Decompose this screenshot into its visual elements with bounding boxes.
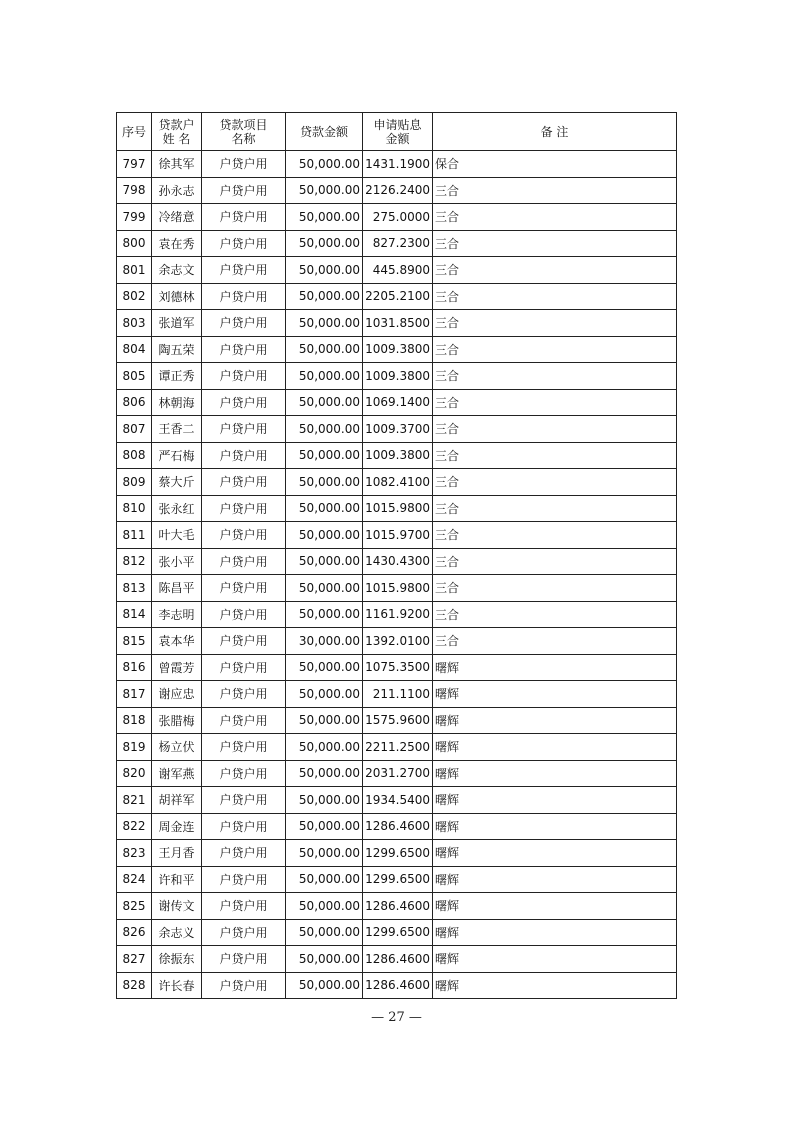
cell-subsidy-amount: 1015.9800 xyxy=(363,575,433,602)
cell-borrower-name: 王香二 xyxy=(152,416,202,443)
cell-loan-project: 户贷户用 xyxy=(202,707,286,734)
table-row xyxy=(117,151,677,178)
cell-loan-project: 户贷户用 xyxy=(202,177,286,204)
table-row xyxy=(117,469,677,496)
table-row xyxy=(117,866,677,893)
cell-subsidy-amount: 1299.6500 xyxy=(363,840,433,867)
cell-seq: 801 xyxy=(117,257,152,284)
table-row xyxy=(117,336,677,363)
cell-subsidy-amount: 1286.4600 xyxy=(363,813,433,840)
cell-seq: 809 xyxy=(117,469,152,496)
cell-loan-amount: 50,000.00 xyxy=(286,230,363,257)
cell-seq: 825 xyxy=(117,893,152,920)
cell-note: 三合 xyxy=(433,204,677,231)
cell-borrower-name: 冷绪意 xyxy=(152,204,202,231)
cell-borrower-name: 张永红 xyxy=(152,495,202,522)
cell-loan-amount: 50,000.00 xyxy=(286,389,363,416)
cell-loan-project: 户贷户用 xyxy=(202,230,286,257)
table-row xyxy=(117,495,677,522)
cell-subsidy-amount: 1286.4600 xyxy=(363,972,433,999)
table-row xyxy=(117,310,677,337)
cell-loan-amount: 50,000.00 xyxy=(286,336,363,363)
cell-loan-amount: 50,000.00 xyxy=(286,946,363,973)
cell-loan-project: 户贷户用 xyxy=(202,389,286,416)
cell-subsidy-amount: 1286.4600 xyxy=(363,946,433,973)
cell-loan-project: 户贷户用 xyxy=(202,310,286,337)
cell-subsidy-amount: 1009.3700 xyxy=(363,416,433,443)
cell-note: 三合 xyxy=(433,257,677,284)
page-number: — 27 — xyxy=(371,1010,422,1025)
cell-borrower-name: 袁在秀 xyxy=(152,230,202,257)
cell-borrower-name: 蔡大斤 xyxy=(152,469,202,496)
cell-note: 三合 xyxy=(433,442,677,469)
cell-seq: 803 xyxy=(117,310,152,337)
table-row xyxy=(117,204,677,231)
header-borrower-name-line2: 姓 名 xyxy=(162,131,191,146)
cell-subsidy-amount: 1031.8500 xyxy=(363,310,433,337)
cell-note: 曙辉 xyxy=(433,919,677,946)
cell-loan-amount: 50,000.00 xyxy=(286,866,363,893)
cell-subsidy-amount: 1575.9600 xyxy=(363,707,433,734)
cell-subsidy-amount: 1009.3800 xyxy=(363,442,433,469)
cell-seq: 818 xyxy=(117,707,152,734)
cell-seq: 810 xyxy=(117,495,152,522)
cell-note: 三合 xyxy=(433,283,677,310)
table-row xyxy=(117,972,677,999)
cell-seq: 807 xyxy=(117,416,152,443)
cell-note: 三合 xyxy=(433,522,677,549)
cell-loan-amount: 50,000.00 xyxy=(286,601,363,628)
cell-note: 曙辉 xyxy=(433,734,677,761)
cell-borrower-name: 杨立伏 xyxy=(152,734,202,761)
cell-subsidy-amount: 1015.9700 xyxy=(363,522,433,549)
cell-seq: 808 xyxy=(117,442,152,469)
cell-loan-amount: 50,000.00 xyxy=(286,416,363,443)
cell-note: 曙辉 xyxy=(433,787,677,814)
cell-loan-project: 户贷户用 xyxy=(202,919,286,946)
cell-seq: 812 xyxy=(117,548,152,575)
cell-loan-project: 户贷户用 xyxy=(202,628,286,655)
cell-loan-project: 户贷户用 xyxy=(202,893,286,920)
cell-seq: 815 xyxy=(117,628,152,655)
cell-borrower-name: 叶大毛 xyxy=(152,522,202,549)
table-row xyxy=(117,760,677,787)
cell-subsidy-amount: 1431.1900 xyxy=(363,151,433,178)
cell-loan-amount: 50,000.00 xyxy=(286,204,363,231)
header-borrower-name xyxy=(152,113,202,151)
header-loan-project xyxy=(202,113,286,151)
cell-loan-project: 户贷户用 xyxy=(202,469,286,496)
table-header-row xyxy=(117,113,677,151)
table-row xyxy=(117,734,677,761)
cell-seq: 814 xyxy=(117,601,152,628)
cell-borrower-name: 谢应忠 xyxy=(152,681,202,708)
cell-loan-amount: 50,000.00 xyxy=(286,469,363,496)
cell-note: 三合 xyxy=(433,469,677,496)
cell-borrower-name: 曾霞芳 xyxy=(152,654,202,681)
cell-loan-amount: 50,000.00 xyxy=(286,707,363,734)
cell-subsidy-amount: 1299.6500 xyxy=(363,866,433,893)
cell-loan-project: 户贷户用 xyxy=(202,363,286,390)
table-row xyxy=(117,946,677,973)
cell-loan-project: 户贷户用 xyxy=(202,416,286,443)
cell-loan-amount: 50,000.00 xyxy=(286,919,363,946)
cell-subsidy-amount: 2031.2700 xyxy=(363,760,433,787)
table-row xyxy=(117,230,677,257)
table-row xyxy=(117,548,677,575)
cell-subsidy-amount: 1075.3500 xyxy=(363,654,433,681)
table-row xyxy=(117,522,677,549)
cell-subsidy-amount: 445.8900 xyxy=(363,257,433,284)
header-loan-amount: 贷款金额 xyxy=(286,113,363,151)
cell-seq: 797 xyxy=(117,151,152,178)
cell-note: 曙辉 xyxy=(433,707,677,734)
cell-note: 三合 xyxy=(433,310,677,337)
table-row xyxy=(117,601,677,628)
table-row xyxy=(117,787,677,814)
cell-borrower-name: 孙永志 xyxy=(152,177,202,204)
cell-loan-project: 户贷户用 xyxy=(202,734,286,761)
cell-loan-project: 户贷户用 xyxy=(202,257,286,284)
cell-loan-project: 户贷户用 xyxy=(202,654,286,681)
cell-seq: 828 xyxy=(117,972,152,999)
cell-subsidy-amount: 1430.4300 xyxy=(363,548,433,575)
cell-borrower-name: 徐其军 xyxy=(152,151,202,178)
cell-note: 三合 xyxy=(433,389,677,416)
cell-loan-project: 户贷户用 xyxy=(202,575,286,602)
cell-loan-amount: 50,000.00 xyxy=(286,177,363,204)
cell-seq: 799 xyxy=(117,204,152,231)
cell-borrower-name: 谢军燕 xyxy=(152,760,202,787)
cell-borrower-name: 许长春 xyxy=(152,972,202,999)
cell-seq: 819 xyxy=(117,734,152,761)
table-row xyxy=(117,363,677,390)
cell-subsidy-amount: 1286.4600 xyxy=(363,893,433,920)
cell-borrower-name: 张道军 xyxy=(152,310,202,337)
cell-seq: 823 xyxy=(117,840,152,867)
cell-borrower-name: 林朝海 xyxy=(152,389,202,416)
cell-loan-project: 户贷户用 xyxy=(202,866,286,893)
cell-note: 三合 xyxy=(433,495,677,522)
cell-subsidy-amount: 2126.2400 xyxy=(363,177,433,204)
cell-subsidy-amount: 275.0000 xyxy=(363,204,433,231)
cell-seq: 821 xyxy=(117,787,152,814)
cell-borrower-name: 张小平 xyxy=(152,548,202,575)
cell-note: 三合 xyxy=(433,336,677,363)
cell-loan-amount: 50,000.00 xyxy=(286,654,363,681)
table-row xyxy=(117,840,677,867)
cell-loan-project: 户贷户用 xyxy=(202,495,286,522)
cell-loan-project: 户贷户用 xyxy=(202,151,286,178)
cell-subsidy-amount: 1009.3800 xyxy=(363,336,433,363)
cell-seq: 804 xyxy=(117,336,152,363)
table-row xyxy=(117,389,677,416)
cell-loan-amount: 50,000.00 xyxy=(286,363,363,390)
cell-loan-amount: 50,000.00 xyxy=(286,257,363,284)
cell-seq: 826 xyxy=(117,919,152,946)
cell-borrower-name: 张腊梅 xyxy=(152,707,202,734)
cell-note: 三合 xyxy=(433,601,677,628)
header-subsidy-amount xyxy=(363,113,433,151)
cell-subsidy-amount: 827.2300 xyxy=(363,230,433,257)
cell-loan-amount: 50,000.00 xyxy=(286,840,363,867)
cell-subsidy-amount: 2205.2100 xyxy=(363,283,433,310)
cell-note: 三合 xyxy=(433,363,677,390)
cell-borrower-name: 许和平 xyxy=(152,866,202,893)
cell-loan-project: 户贷户用 xyxy=(202,336,286,363)
cell-seq: 798 xyxy=(117,177,152,204)
cell-subsidy-amount: 1934.5400 xyxy=(363,787,433,814)
header-borrower-name-line1: 贷款户 xyxy=(158,117,195,132)
cell-borrower-name: 袁本华 xyxy=(152,628,202,655)
cell-note: 三合 xyxy=(433,548,677,575)
cell-loan-project: 户贷户用 xyxy=(202,760,286,787)
cell-borrower-name: 胡祥军 xyxy=(152,787,202,814)
cell-loan-project: 户贷户用 xyxy=(202,840,286,867)
cell-note: 三合 xyxy=(433,177,677,204)
cell-note: 三合 xyxy=(433,416,677,443)
cell-borrower-name: 余志义 xyxy=(152,919,202,946)
table-row xyxy=(117,628,677,655)
table-row xyxy=(117,893,677,920)
cell-subsidy-amount: 1392.0100 xyxy=(363,628,433,655)
cell-note: 曙辉 xyxy=(433,840,677,867)
cell-loan-project: 户贷户用 xyxy=(202,283,286,310)
loan-subsidy-table xyxy=(116,112,677,999)
cell-loan-amount: 50,000.00 xyxy=(286,575,363,602)
cell-borrower-name: 刘德林 xyxy=(152,283,202,310)
cell-note: 曙辉 xyxy=(433,972,677,999)
cell-loan-amount: 50,000.00 xyxy=(286,495,363,522)
cell-borrower-name: 徐振东 xyxy=(152,946,202,973)
cell-borrower-name: 谭正秀 xyxy=(152,363,202,390)
cell-loan-project: 户贷户用 xyxy=(202,204,286,231)
cell-seq: 806 xyxy=(117,389,152,416)
table-row xyxy=(117,919,677,946)
cell-note: 曙辉 xyxy=(433,813,677,840)
cell-borrower-name: 王月香 xyxy=(152,840,202,867)
cell-loan-amount: 50,000.00 xyxy=(286,760,363,787)
cell-borrower-name: 严石梅 xyxy=(152,442,202,469)
cell-loan-project: 户贷户用 xyxy=(202,522,286,549)
cell-note: 曙辉 xyxy=(433,946,677,973)
cell-loan-amount: 50,000.00 xyxy=(286,442,363,469)
header-loan-project-line2: 名称 xyxy=(231,131,256,146)
table-row xyxy=(117,257,677,284)
cell-note: 曙辉 xyxy=(433,893,677,920)
table-row xyxy=(117,283,677,310)
table-row xyxy=(117,416,677,443)
cell-loan-amount: 50,000.00 xyxy=(286,734,363,761)
cell-note: 三合 xyxy=(433,230,677,257)
table-row xyxy=(117,707,677,734)
cell-loan-project: 户贷户用 xyxy=(202,681,286,708)
header-loan-project-line1: 贷款项目 xyxy=(219,117,268,132)
header-seq: 序号 xyxy=(117,113,152,151)
header-note: 备 注 xyxy=(433,113,677,151)
cell-loan-amount: 50,000.00 xyxy=(286,151,363,178)
cell-seq: 811 xyxy=(117,522,152,549)
cell-seq: 827 xyxy=(117,946,152,973)
cell-note: 曙辉 xyxy=(433,681,677,708)
cell-borrower-name: 李志明 xyxy=(152,601,202,628)
cell-subsidy-amount: 1161.9200 xyxy=(363,601,433,628)
cell-subsidy-amount: 1009.3800 xyxy=(363,363,433,390)
cell-borrower-name: 周金连 xyxy=(152,813,202,840)
cell-loan-project: 户贷户用 xyxy=(202,442,286,469)
cell-borrower-name: 陶五荣 xyxy=(152,336,202,363)
cell-subsidy-amount: 211.1100 xyxy=(363,681,433,708)
cell-subsidy-amount: 1299.6500 xyxy=(363,919,433,946)
cell-subsidy-amount: 1015.9800 xyxy=(363,495,433,522)
cell-note: 保合 xyxy=(433,151,677,178)
cell-seq: 800 xyxy=(117,230,152,257)
cell-loan-amount: 50,000.00 xyxy=(286,813,363,840)
cell-note: 曙辉 xyxy=(433,654,677,681)
cell-seq: 813 xyxy=(117,575,152,602)
cell-seq: 822 xyxy=(117,813,152,840)
cell-loan-amount: 50,000.00 xyxy=(286,283,363,310)
cell-note: 三合 xyxy=(433,628,677,655)
cell-seq: 805 xyxy=(117,363,152,390)
cell-seq: 802 xyxy=(117,283,152,310)
cell-note: 三合 xyxy=(433,575,677,602)
table-row xyxy=(117,681,677,708)
cell-seq: 817 xyxy=(117,681,152,708)
cell-loan-amount: 50,000.00 xyxy=(286,972,363,999)
cell-loan-project: 户贷户用 xyxy=(202,946,286,973)
cell-loan-amount: 50,000.00 xyxy=(286,548,363,575)
cell-loan-amount: 50,000.00 xyxy=(286,681,363,708)
cell-loan-project: 户贷户用 xyxy=(202,548,286,575)
header-subsidy-line1: 申请贴息 xyxy=(373,117,422,132)
cell-subsidy-amount: 1069.1400 xyxy=(363,389,433,416)
table-row xyxy=(117,177,677,204)
cell-loan-amount: 50,000.00 xyxy=(286,310,363,337)
cell-borrower-name: 谢传文 xyxy=(152,893,202,920)
cell-seq: 816 xyxy=(117,654,152,681)
table-body xyxy=(117,151,677,999)
cell-loan-project: 户贷户用 xyxy=(202,972,286,999)
cell-borrower-name: 余志文 xyxy=(152,257,202,284)
cell-subsidy-amount: 2211.2500 xyxy=(363,734,433,761)
cell-seq: 824 xyxy=(117,866,152,893)
cell-loan-amount: 30,000.00 xyxy=(286,628,363,655)
header-subsidy-line2: 金额 xyxy=(385,131,410,146)
cell-seq: 820 xyxy=(117,760,152,787)
cell-loan-project: 户贷户用 xyxy=(202,787,286,814)
cell-note: 曙辉 xyxy=(433,760,677,787)
cell-loan-amount: 50,000.00 xyxy=(286,522,363,549)
table-row xyxy=(117,654,677,681)
table-row xyxy=(117,813,677,840)
cell-note: 曙辉 xyxy=(433,866,677,893)
cell-borrower-name: 陈昌平 xyxy=(152,575,202,602)
table-row xyxy=(117,575,677,602)
cell-loan-amount: 50,000.00 xyxy=(286,787,363,814)
table-row xyxy=(117,442,677,469)
cell-loan-amount: 50,000.00 xyxy=(286,893,363,920)
cell-loan-project: 户贷户用 xyxy=(202,601,286,628)
cell-subsidy-amount: 1082.4100 xyxy=(363,469,433,496)
cell-loan-project: 户贷户用 xyxy=(202,813,286,840)
